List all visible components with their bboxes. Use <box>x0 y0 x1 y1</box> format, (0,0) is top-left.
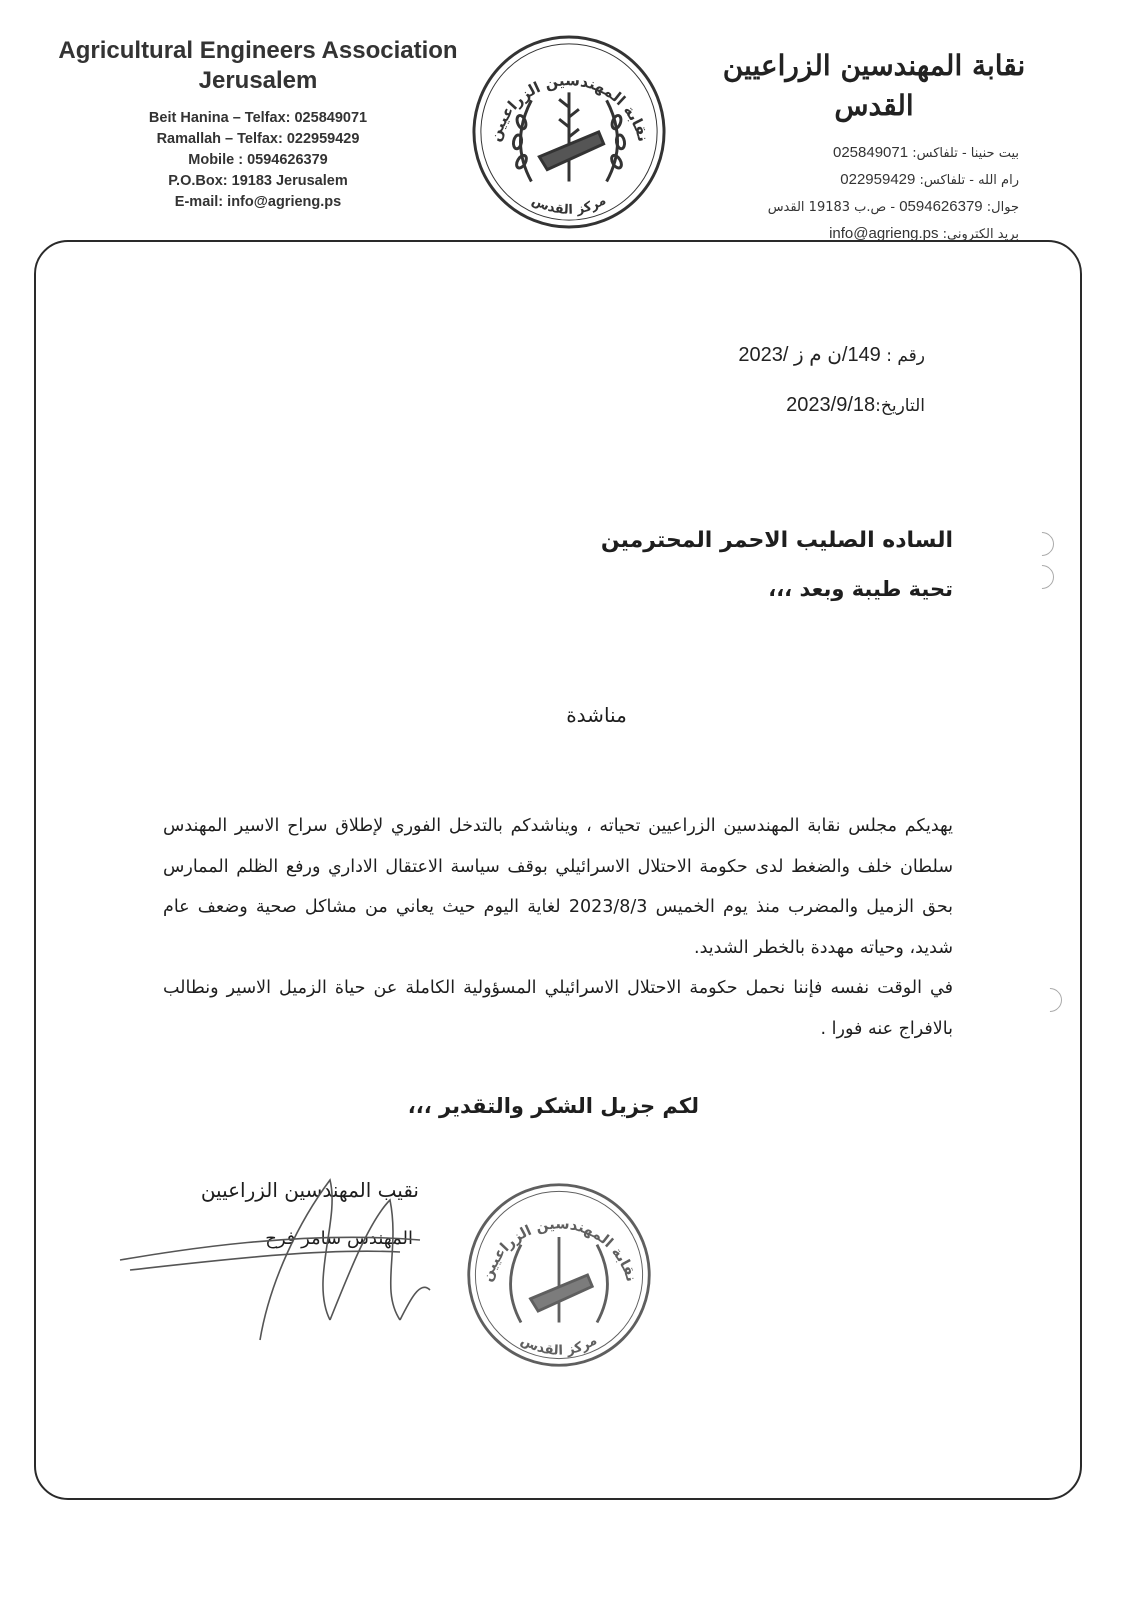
letter-date <box>786 394 925 417</box>
association-logo-emblem <box>470 33 668 231</box>
ramallah-contact-arabic <box>709 167 1019 194</box>
ramallah-label: رام الله - تلفاكس: <box>919 173 1019 188</box>
mobile-label: جوال: <box>986 200 1019 215</box>
org-name-arabic: نقابة المهندسين الزراعيين <box>722 49 1026 82</box>
arabic-letterhead <box>709 46 1039 248</box>
body-paragraph: يهديكم مجلس نقابة المهندسين الزراعيين تحياته ، ويناشدكم بالتدخل الفوري لإطلاق سراح الاسير المهندس سلطان خلف والضغط لدى حكومة الاحتلال الاسرائيلي بوقف سياسة الاعتقال الاداري ورفع الظلم الممارس بحق الزميل والمضرب منذ يوم الخميس 2023/8/3 لغاية اليوم حيث يعاني من مشاكل صحية وضعف عام شديد، وحياته مهددة بالخطر الشديد. <box>163 816 954 958</box>
email-address: info@agrieng.ps <box>829 225 939 242</box>
signatory-name: المهندس سامر فرح <box>265 1228 413 1249</box>
mobile-number: 0594626379 <box>899 198 983 215</box>
org-city-arabic: القدس <box>834 89 914 122</box>
mobile-contact-arabic <box>709 194 1019 221</box>
date-label: التاريخ: <box>875 396 925 416</box>
reference-number <box>738 342 925 367</box>
svg-text:مركز القدس <box>518 1333 600 1358</box>
org-name-english: Agricultural Engineers Association <box>58 37 458 64</box>
beit-hanina-contact-arabic <box>709 140 1019 167</box>
logo-top-text: نقابة المهندسين الزراعيين <box>485 71 653 144</box>
logo-bottom-text: مركز القدس <box>529 193 609 218</box>
handwritten-signature <box>100 1160 460 1360</box>
email-contact: E-mail: info@agrieng.ps <box>174 194 342 210</box>
reference-value: 149/ن م ز /2023 <box>738 344 881 366</box>
svg-text:مركز القدس <box>529 193 609 218</box>
org-city-english: Jerusalem <box>198 67 318 94</box>
stamp-bottom-text: مركز القدس <box>518 1333 600 1359</box>
mobile-contact: Mobile : 0594626379 <box>188 152 328 168</box>
ramallah-number: 022959429 <box>840 171 916 188</box>
beit-hanina-contact: Beit Hanina – Telfax: 025849071 <box>148 110 368 126</box>
english-letterhead <box>48 36 468 213</box>
official-stamp <box>464 1180 654 1370</box>
greeting: تحية طيبة وبعد ،،، <box>768 577 953 601</box>
ramallah-contact: Ramallah – Telfax: 022959429 <box>156 131 360 147</box>
pobox-label: - ص.ب 19183 القدس <box>767 200 896 215</box>
closing-thanks: لكم جزيل الشكر والتقدير ،،، <box>407 1094 699 1118</box>
beit-hanina-number: 025849071 <box>833 144 909 161</box>
stamp-emblem-icon <box>511 1237 608 1323</box>
letter-body <box>163 806 953 1049</box>
stamp-top-text: نقابة المهندسين الزراعيين <box>479 1216 639 1284</box>
plough-wheat-icon <box>539 92 603 181</box>
subject-text: مناشدة <box>566 703 627 727</box>
addressee: الساده الصليب الاحمر المحترمين <box>600 528 953 553</box>
subject-heading <box>0 703 1131 727</box>
reference-label: رقم : <box>886 346 925 366</box>
body-paragraph: في الوقت نفسه فإننا نحمل حكومة الاحتلال الاسرائيلي المسؤولية الكاملة عن حياة الزميل الاسير ونطالب بالافراج عنه فورا . <box>163 978 953 1039</box>
pobox-contact: P.O.Box: 19183 Jerusalem <box>168 173 348 189</box>
beit-hanina-label: بيت حنينا - تلفاكس: <box>912 146 1019 161</box>
date-value: 2023/9/18 <box>786 394 876 416</box>
signatory-title: نقيب المهندسين الزراعيين <box>200 1178 419 1202</box>
email-label: بريد الكتروني: <box>942 227 1019 242</box>
